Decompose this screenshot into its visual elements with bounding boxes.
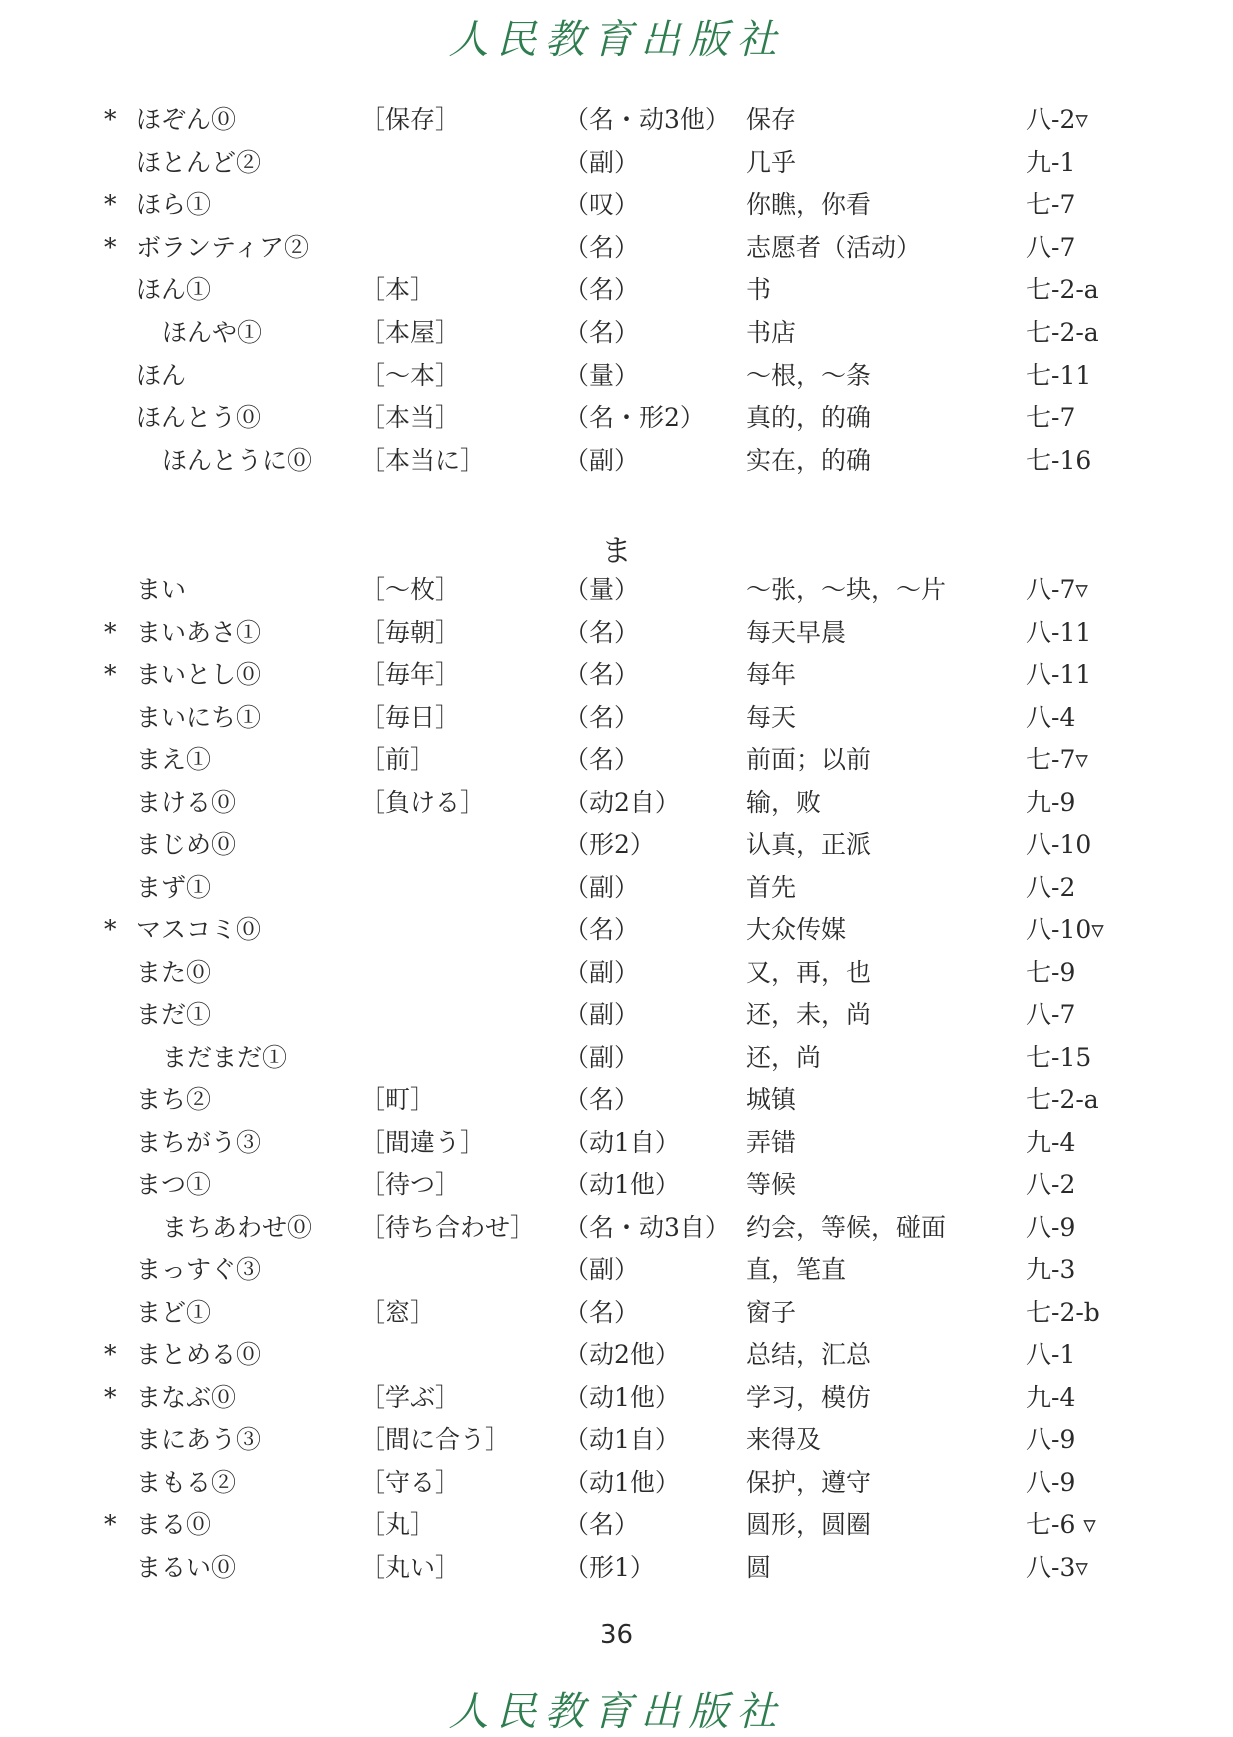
entry-kanji: ［間に合う］: [360, 1425, 511, 1454]
entry-kanji: ［本屋］: [360, 318, 461, 347]
entry-part-of-speech: （名）: [564, 1510, 640, 1539]
vocab-row: [0, 1547, 1233, 1589]
entry-reading: まち②: [136, 1085, 212, 1114]
entry-meaning: 保存: [746, 105, 797, 134]
page-number: 36: [599, 1620, 634, 1650]
vocab-row: [0, 184, 1233, 226]
entry-meaning: 大众传媒: [746, 915, 847, 944]
vocab-row: [0, 612, 1233, 654]
entry-part-of-speech: （动2自）: [564, 787, 680, 817]
entry-reading: まっすぐ③: [136, 1255, 262, 1284]
entry-part-of-speech: （动1他）: [564, 1382, 680, 1412]
entry-meaning: 每年: [746, 660, 797, 689]
vocab-row: [0, 569, 1233, 611]
entry-lesson-ref: 九-4: [1026, 1127, 1076, 1157]
entry-kanji: ［～本］: [360, 360, 461, 390]
entry-part-of-speech: （形2）: [564, 830, 655, 859]
new-word-marker: *: [104, 1510, 117, 1539]
entry-lesson-ref: 七-7▿: [1026, 745, 1088, 774]
publisher-logo-bottom: 人民教育出版社: [448, 1689, 785, 1735]
vocab-row: [0, 1334, 1233, 1376]
entry-reading: まなぶ⓪: [136, 1382, 237, 1412]
vocab-row: [0, 1164, 1233, 1206]
entry-part-of-speech: （量）: [564, 360, 640, 390]
entry-reading: まちあわせ⓪: [162, 1212, 313, 1242]
entry-part-of-speech: （名）: [564, 702, 640, 732]
entry-part-of-speech: （动1他）: [564, 1467, 680, 1497]
entry-meaning: 输，败: [746, 787, 822, 817]
entry-reading: まるい⓪: [136, 1552, 237, 1582]
entry-lesson-ref: 八-10▿: [1026, 915, 1104, 944]
entry-part-of-speech: （名）: [564, 745, 640, 774]
vocab-row: [0, 1292, 1233, 1334]
entry-kanji: ［町］: [360, 1085, 436, 1114]
entry-part-of-speech: （名）: [564, 1297, 640, 1327]
entry-part-of-speech: （副）: [564, 1000, 640, 1029]
entry-kanji: ［負ける］: [360, 787, 486, 817]
vocab-row: [0, 867, 1233, 909]
entry-part-of-speech: （副）: [564, 1042, 640, 1072]
entry-part-of-speech: （动1自）: [564, 1127, 680, 1157]
entry-part-of-speech: （副）: [564, 872, 640, 902]
entry-lesson-ref: 七-7: [1026, 190, 1076, 220]
vocab-row: [0, 782, 1233, 824]
entry-lesson-ref: 七-7: [1026, 403, 1076, 433]
entry-lesson-ref: 八-11: [1026, 660, 1092, 689]
entry-meaning: 约会，等候，碰面: [746, 1212, 947, 1242]
entry-reading: まる⓪: [136, 1510, 212, 1539]
entry-part-of-speech: （名）: [564, 1085, 640, 1114]
entry-meaning: 直，笔直: [746, 1255, 847, 1284]
entry-kanji: ［～枚］: [360, 575, 461, 604]
entry-part-of-speech: （名・动3自）: [564, 1212, 730, 1242]
entry-meaning: 每天早晨: [746, 617, 847, 647]
entry-lesson-ref: 七-2-a: [1026, 318, 1099, 347]
entry-meaning: 前面；以前: [746, 745, 872, 774]
entry-meaning: 书店: [746, 318, 797, 347]
entry-lesson-ref: 八-1: [1026, 1340, 1076, 1369]
entry-reading: ほぞん⓪: [136, 105, 237, 134]
new-word-marker: *: [104, 617, 117, 647]
entry-reading: まもる②: [136, 1467, 237, 1497]
new-word-marker: *: [104, 190, 117, 220]
entry-kanji: ［保存］: [360, 105, 461, 134]
entry-lesson-ref: 七-6 ▿: [1026, 1510, 1096, 1539]
entry-kanji: ［守る］: [360, 1467, 461, 1497]
entry-kanji: ［本当に］: [360, 445, 486, 475]
entry-reading: まとめる⓪: [136, 1340, 262, 1369]
entry-reading: まいあさ①: [136, 617, 262, 647]
entry-part-of-speech: （叹）: [564, 190, 640, 220]
entry-meaning: 志愿者（活动）: [746, 232, 922, 262]
vocab-row: [0, 269, 1233, 311]
vocab-row: [0, 824, 1233, 866]
entry-part-of-speech: （名）: [564, 915, 640, 944]
entry-meaning: 总结，汇总: [746, 1340, 872, 1369]
entry-meaning: 圆: [746, 1552, 772, 1582]
entry-lesson-ref: 八-2: [1026, 872, 1076, 902]
entry-reading: まちがう③: [136, 1127, 262, 1157]
entry-lesson-ref: 八-9: [1026, 1212, 1076, 1242]
entry-lesson-ref: 八-10: [1026, 830, 1092, 859]
vocab-row: [0, 355, 1233, 397]
vocab-row: [0, 1377, 1233, 1419]
entry-kanji: ［丸］: [360, 1510, 436, 1539]
entry-meaning: 保护，遵守: [746, 1467, 872, 1497]
vocab-row: [0, 909, 1233, 951]
new-word-marker: *: [104, 660, 117, 689]
vocab-row: [0, 994, 1233, 1036]
entry-kanji: ［本］: [360, 275, 436, 305]
entry-reading: まど①: [136, 1297, 212, 1327]
entry-lesson-ref: 九-3: [1026, 1255, 1076, 1284]
vocab-row: [0, 397, 1233, 439]
vocab-row: [0, 1037, 1233, 1079]
entry-reading: ほら①: [136, 190, 212, 220]
vocab-row: [0, 739, 1233, 781]
entry-part-of-speech: （形1）: [564, 1552, 655, 1582]
entry-part-of-speech: （名）: [564, 660, 640, 689]
entry-lesson-ref: 八-11: [1026, 617, 1092, 647]
vocab-row: [0, 99, 1233, 141]
entry-reading: ほん: [136, 360, 187, 390]
vocab-row: [0, 142, 1233, 184]
entry-part-of-speech: （动1他）: [564, 1170, 680, 1199]
vocab-row: [0, 1249, 1233, 1291]
entry-reading: ボランティア②: [136, 232, 310, 262]
entry-reading: まにあう③: [136, 1425, 262, 1454]
entry-meaning: 等候: [746, 1170, 797, 1199]
entry-meaning: 真的，的确: [746, 403, 872, 433]
entry-meaning: 窗子: [746, 1297, 797, 1327]
entry-kanji: ［毎年］: [360, 660, 461, 689]
entry-kanji: ［毎朝］: [360, 617, 461, 647]
section-heading: ま: [601, 534, 632, 569]
entry-lesson-ref: 八-9: [1026, 1425, 1076, 1454]
vocab-row: [0, 227, 1233, 269]
vocab-row: [0, 1207, 1233, 1249]
entry-reading: まだまだ①: [162, 1042, 288, 1072]
entry-reading: まい: [136, 575, 187, 604]
vocab-row: [0, 952, 1233, 994]
entry-kanji: ［毎日］: [360, 702, 461, 732]
entry-part-of-speech: （量）: [564, 575, 640, 604]
entry-part-of-speech: （动2他）: [564, 1340, 680, 1369]
entry-lesson-ref: 九-1: [1026, 147, 1076, 177]
entry-lesson-ref: 八-2: [1026, 1170, 1076, 1199]
vocab-row: [0, 1079, 1233, 1121]
entry-part-of-speech: （名）: [564, 275, 640, 305]
vocab-row: [0, 312, 1233, 354]
entry-reading: ほんや①: [162, 318, 263, 347]
vocab-row: [0, 1419, 1233, 1461]
entry-kanji: ［窓］: [360, 1297, 436, 1327]
entry-reading: ほんとうに⓪: [162, 445, 313, 475]
vocab-row: [0, 440, 1233, 482]
entry-reading: ほんとう⓪: [136, 403, 262, 433]
entry-kanji: ［前］: [360, 745, 436, 774]
new-word-marker: *: [104, 1340, 117, 1369]
entry-meaning: 实在，的确: [746, 445, 872, 475]
entry-part-of-speech: （名・动3他）: [564, 105, 730, 134]
entry-meaning: 城镇: [746, 1085, 797, 1114]
entry-lesson-ref: 七-2-a: [1026, 1085, 1099, 1114]
new-word-marker: *: [104, 232, 117, 262]
entry-lesson-ref: 七-9: [1026, 957, 1076, 987]
entry-part-of-speech: （名）: [564, 232, 640, 262]
new-word-marker: *: [104, 1382, 117, 1412]
entry-reading: ほとんど②: [136, 147, 262, 177]
entry-reading: マスコミ⓪: [136, 915, 262, 944]
entry-meaning: 又，再，也: [746, 957, 872, 987]
entry-reading: まじめ⓪: [136, 830, 237, 859]
entry-part-of-speech: （动1自）: [564, 1425, 680, 1454]
new-word-marker: *: [104, 915, 117, 944]
entry-meaning: ～张，～块，～片: [746, 575, 947, 604]
vocab-row: [0, 1122, 1233, 1164]
entry-lesson-ref: 七-15: [1026, 1042, 1092, 1072]
entry-meaning: 学习，模仿: [746, 1382, 872, 1412]
entry-reading: まいとし⓪: [136, 660, 262, 689]
entry-part-of-speech: （副）: [564, 445, 640, 475]
entry-part-of-speech: （副）: [564, 147, 640, 177]
entry-reading: まず①: [136, 872, 212, 902]
entry-meaning: 来得及: [746, 1425, 822, 1454]
entry-kanji: ［学ぶ］: [360, 1382, 461, 1412]
entry-reading: また⓪: [136, 957, 212, 987]
entry-lesson-ref: 八-3▿: [1026, 1552, 1088, 1582]
entry-lesson-ref: 八-4: [1026, 702, 1076, 732]
entry-lesson-ref: 八-7: [1026, 232, 1076, 262]
vocab-row: [0, 1504, 1233, 1546]
entry-reading: まえ①: [136, 745, 212, 774]
entry-reading: まいにち①: [136, 702, 262, 732]
entry-meaning: 书: [746, 275, 772, 305]
entry-lesson-ref: 七-11: [1026, 360, 1092, 390]
new-word-marker: *: [104, 105, 117, 134]
entry-meaning: 你瞧，你看: [746, 190, 872, 220]
entry-meaning: 每天: [746, 702, 797, 732]
entry-lesson-ref: 七-2-b: [1026, 1297, 1100, 1327]
entry-meaning: 认真，正派: [746, 830, 872, 859]
entry-meaning: 还，未，尚: [746, 1000, 872, 1029]
entry-kanji: ［本当］: [360, 403, 461, 433]
entry-part-of-speech: （名・形2）: [564, 403, 705, 433]
entry-lesson-ref: 八-9: [1026, 1467, 1076, 1497]
entry-reading: まだ①: [136, 1000, 212, 1029]
entry-lesson-ref: 八-7▿: [1026, 575, 1088, 604]
entry-kanji: ［丸い］: [360, 1552, 461, 1582]
entry-lesson-ref: 九-9: [1026, 787, 1076, 817]
entry-part-of-speech: （副）: [564, 1255, 640, 1284]
entry-lesson-ref: 七-2-a: [1026, 275, 1099, 305]
entry-meaning: 还，尚: [746, 1042, 822, 1072]
entry-part-of-speech: （副）: [564, 957, 640, 987]
entry-reading: まける⓪: [136, 787, 237, 817]
entry-meaning: 圆形，圆圈: [746, 1510, 872, 1539]
entry-meaning: ～根，～条: [746, 360, 872, 390]
entry-meaning: 弄错: [746, 1127, 797, 1157]
entry-meaning: 首先: [746, 872, 797, 902]
vocab-row: [0, 1462, 1233, 1504]
entry-kanji: ［間違う］: [360, 1127, 486, 1157]
entry-reading: まつ①: [136, 1170, 212, 1199]
entry-reading: ほん①: [136, 275, 212, 305]
entry-part-of-speech: （名）: [564, 318, 640, 347]
vocab-row: [0, 654, 1233, 696]
publisher-logo-top: 人民教育出版社: [448, 17, 785, 63]
entry-lesson-ref: 七-16: [1026, 445, 1092, 475]
entry-lesson-ref: 八-7: [1026, 1000, 1076, 1029]
entry-kanji: ［待ち合わせ］: [360, 1212, 536, 1242]
entry-kanji: ［待つ］: [360, 1170, 461, 1199]
entry-part-of-speech: （名）: [564, 617, 640, 647]
vocab-row: [0, 697, 1233, 739]
entry-lesson-ref: 八-2▿: [1026, 105, 1088, 134]
entry-lesson-ref: 九-4: [1026, 1382, 1076, 1412]
entry-meaning: 几乎: [746, 147, 797, 177]
